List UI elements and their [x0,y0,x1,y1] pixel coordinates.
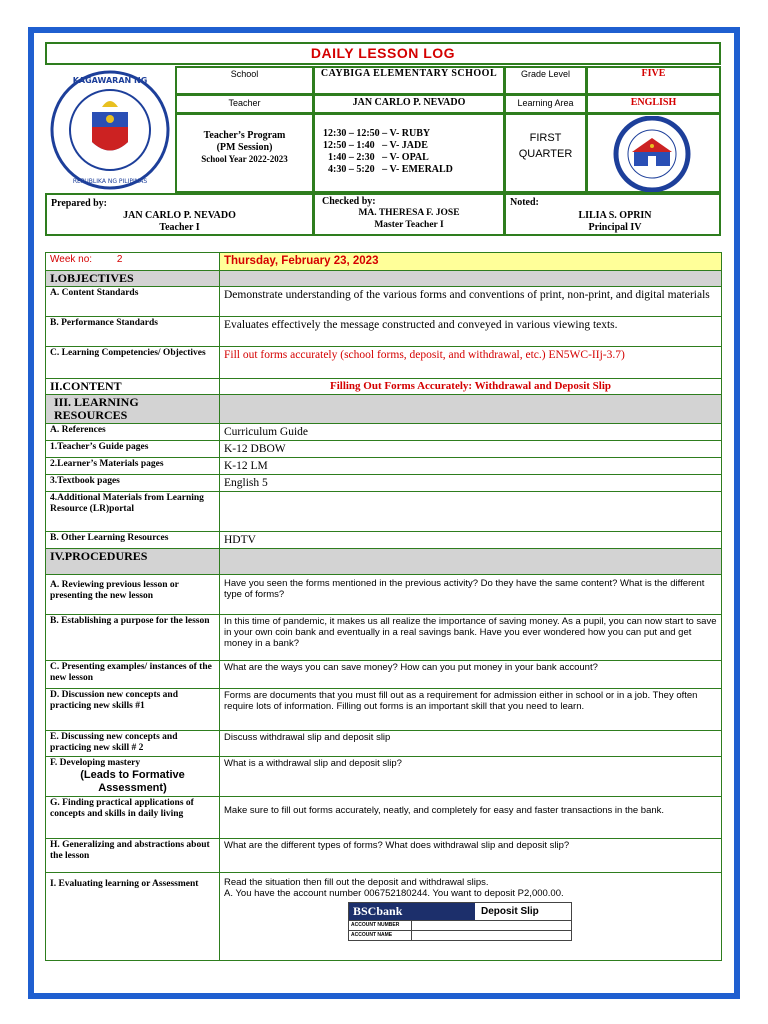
objectives-heading: I.OBJECTIVES [46,271,220,287]
slip-field-account-name: ACCOUNT NAME [349,931,412,940]
grade-value: FIVE [641,68,666,79]
area-label: Learning Area [517,98,574,108]
slip-title: Deposit Slip [481,906,539,917]
lesson-log-table [45,252,722,961]
schedule-line4: 4:30 – 5:20 – V- EMERALD [328,164,453,175]
content-label: II.CONTENT [46,379,220,395]
schedule-line3: 1:40 – 2:30 – V- OPAL [328,152,429,163]
proc-h-label: H. Generalizing and abstractions about the lesson [46,839,220,873]
deposit-slip [348,902,572,941]
resources-heading: III. LEARNING RESOURCES [46,395,220,424]
slip-field-account-number: ACCOUNT NUMBER [349,921,412,930]
performance-label: B. Performance Standards [46,317,220,347]
references-label: A. References [46,424,220,441]
other-value: HDTV [220,532,722,549]
checked-label: Checked by: [322,196,376,207]
noted-name: LILIA S. OPRIN [578,210,652,221]
proc-g-value: Make sure to fill out forms accurately, neatly, and completely for easy and faster transactions in the bank. [220,797,722,839]
slip-account-name-input[interactable] [412,931,571,940]
page-title: DAILY LESSON LOG [310,45,456,61]
competencies-value: Fill out forms accurately (school forms, deposit, and withdrawal, etc.) EN5WC-IIj-3.7) [220,347,722,379]
proc-f-cell [46,757,220,797]
textbook-label: 3.Textbook pages [46,475,220,492]
school-value: CAYBIGA ELEMENTARY SCHOOL [320,68,498,79]
svg-text:KAGAWARAN NG: KAGAWARAN NG [72,76,148,85]
proc-f-value: What is a withdrawal slip and deposit slip? [220,757,722,797]
prepared-name: JAN CARLO P. NEVADO [123,210,236,221]
procedures-heading: IV.PROCEDURES [46,549,220,575]
content-standards-label: A. Content Standards [46,287,220,317]
proc-e-value: Discuss withdrawal slip and deposit slip [220,731,722,757]
proc-b-value: In this time of pandemic, it makes us all realize the importance of saving money. As a pupil, you can now start to save in your own coin bank and eventually in a real savings bank. Have you ever wondered how you can put and get money in a bank? [220,615,722,661]
week-value: 2 [116,254,123,265]
school-seal [610,116,694,192]
proc-g-label: G. Finding practical applications of concepts and skills in daily living [46,797,220,839]
schedule-line2: 12:50 – 1:40 – V- JADE [323,140,428,151]
teacher-label: Teacher [228,98,261,108]
quarter-line1: FIRST [529,132,562,144]
area-value: ENGLISH [630,97,677,108]
quarter-line2: QUARTER [518,148,573,160]
proc-d-label: D. Discussion new concepts and practicing new skills #1 [46,689,220,731]
competencies-label: C. Learning Competencies/ Objectives [46,347,220,379]
proc-a-value: Have you seen the forms mentioned in the previous activity? Do they have the same content? What is the different type of forms? [220,575,722,615]
lm-label: 2.Learner’s Materials pages [46,458,220,475]
proc-c-value: What are the ways you can save money? How can you put money in your bank account? [220,661,722,689]
proc-a-label: A. Reviewing previous lesson or presenting the new lesson [46,575,220,615]
slip-account-number-input[interactable] [412,921,571,930]
deped-seal [47,67,173,192]
checked-title: Master Teacher I [374,220,444,230]
proc-e-label: E. Discussing new concepts and practicing new skill # 2 [46,731,220,757]
other-label: B. Other Learning Resources [46,532,220,549]
proc-i-line2: A. You have the account number 006752180244. You want to deposit P2,000.00. [224,888,564,899]
noted-title: Principal IV [588,222,642,233]
school-label: School [230,69,259,79]
content-value: Filling Out Forms Accurately: Withdrawal and Deposit Slip [220,379,722,395]
slip-bank-name: BSCbank [349,903,475,920]
proc-b-label: B. Establishing a purpose for the lesson [46,615,220,661]
grade-label: Grade Level [520,69,571,79]
tg-value: K-12 DBOW [220,441,722,458]
program-line2: (PM Session) [216,142,273,153]
noted-label: Noted: [510,197,539,208]
teacher-value: JAN CARLO P. NEVADO [352,97,466,108]
content-standards-value: Demonstrate understanding of the various forms and conventions of print, non-print, and digital materials [220,287,722,317]
proc-c-label: C. Presenting examples/ instances of the new lesson [46,661,220,689]
proc-i-line1: Read the situation then fill out the deposit and withdrawal slips. [224,877,489,888]
prepared-title: Teacher I [159,222,200,233]
proc-f-label2: (Leads to Formative Assessment) [80,769,185,794]
date-cell: Thursday, February 23, 2023 [220,253,722,271]
prepared-label: Prepared by: [51,198,108,209]
svg-text:REPUBLIKA NG PILIPINAS: REPUBLIKA NG PILIPINAS [72,178,148,185]
references-value: Curriculum Guide [220,424,722,441]
proc-i-label: I. Evaluating learning or Assessment [46,873,220,961]
schedule-line1: 12:30 – 12:50 – V- RUBY [323,128,431,139]
program-line3: School Year 2022-2023 [201,154,288,164]
lm-value: K-12 LM [220,458,722,475]
proc-h-value: What are the different types of forms? What does withdrawal slip and deposit slip? [220,839,722,873]
additional-label: 4.Additional Materials from Learning Resource (LR)portal [46,492,220,532]
checked-name: MA. THERESA F. JOSE [358,208,460,218]
proc-f-label: F. Developing mastery [50,758,141,768]
tg-label: 1.Teacher’s Guide pages [46,441,220,458]
textbook-value: English 5 [220,475,722,492]
program-cell [175,113,314,193]
proc-d-value: Forms are documents that you must fill out as a requirement for admission either in school or in a job. They often require lots of information. Filling out forms is an important skill that you need to learn. [220,689,722,731]
week-cell [46,253,220,271]
proc-i-cell [220,873,722,961]
performance-value: Evaluates effectively the message constructed and conveyed in various viewing texts. [220,317,722,347]
week-label: Week no: [50,254,93,265]
program-line1: Teacher’s Program [203,130,286,141]
